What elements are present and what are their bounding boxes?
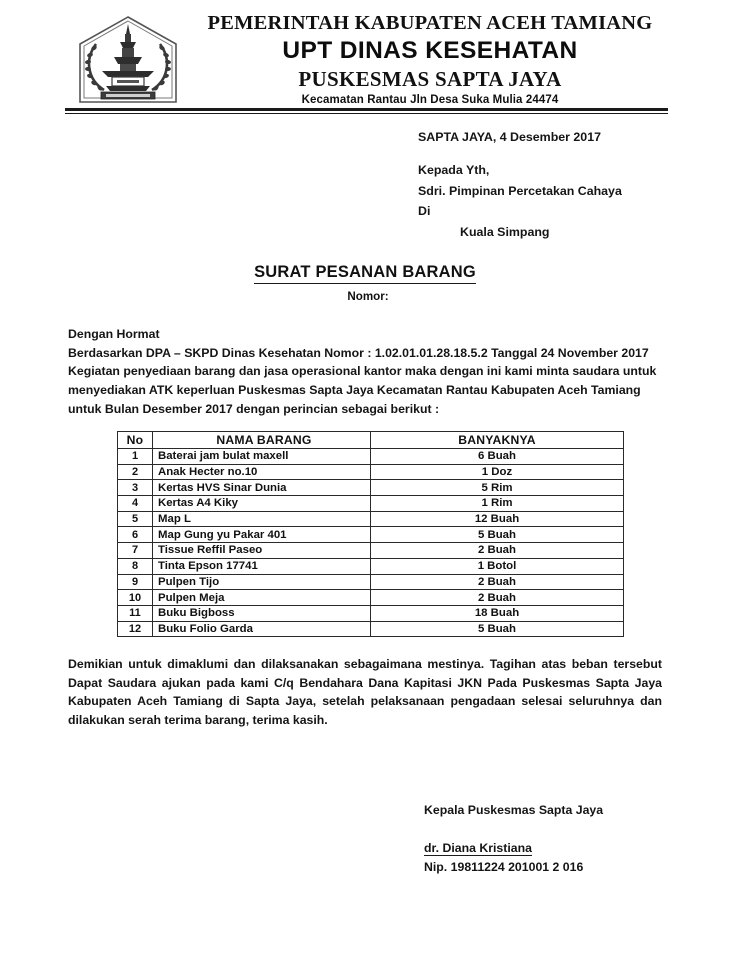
cell-no: 11 <box>118 605 153 621</box>
table-row <box>118 511 624 527</box>
letterhead-text <box>190 12 670 108</box>
recipient-label: Kepada Yth, <box>418 163 490 178</box>
signer-role: Kepala Puskesmas Sapta Jaya <box>424 803 604 817</box>
cell-no: 6 <box>118 527 153 543</box>
column-header-no: No <box>118 432 153 449</box>
table-row <box>118 464 624 480</box>
aceh-tamiang-regency-emblem-icon <box>68 14 188 110</box>
letterhead-line-facility: PUSKESMAS SAPTA JAYA <box>298 66 562 91</box>
cell-quantity: 1 Botol <box>371 558 624 574</box>
letterhead-divider <box>65 108 668 115</box>
recipient-name: Sdri. Pimpinan Percetakan Cahaya <box>418 183 622 198</box>
recipient-at-label: Di <box>418 204 431 219</box>
cell-quantity: 6 Buah <box>371 449 624 465</box>
cell-item-name: Kertas A4 Kiky <box>153 496 371 512</box>
cell-item-name: Pulpen Tijo <box>153 574 371 590</box>
document-number-label: Nomor: <box>347 290 389 303</box>
cell-no: 9 <box>118 574 153 590</box>
cell-no: 5 <box>118 511 153 527</box>
cell-quantity: 2 Buah <box>371 543 624 559</box>
page-title: SURAT PESANAN BARANG <box>254 263 476 284</box>
cell-no: 7 <box>118 543 153 559</box>
title-block <box>0 263 730 303</box>
cell-no: 4 <box>118 496 153 512</box>
cell-quantity: 5 Buah <box>371 621 624 637</box>
table-row <box>118 605 624 621</box>
order-items-table <box>117 431 624 637</box>
table-row <box>118 543 624 559</box>
recipient-city: Kuala Simpang <box>460 224 550 239</box>
table-row <box>118 480 624 496</box>
cell-no: 8 <box>118 558 153 574</box>
cell-no: 12 <box>118 621 153 637</box>
column-header-quantity: BANYAKNYA <box>371 432 624 449</box>
letter-date: SAPTA JAYA, 4 Desember 2017 <box>418 130 601 144</box>
cell-item-name: Baterai jam bulat maxell <box>153 449 371 465</box>
cell-quantity: 1 Rim <box>371 496 624 512</box>
salutation: Dengan Hormat <box>68 327 160 341</box>
cell-item-name: Anak Hecter no.10 <box>153 464 371 480</box>
address-block <box>418 131 622 238</box>
cell-item-name: Pulpen Meja <box>153 590 371 606</box>
cell-quantity: 2 Buah <box>371 590 624 606</box>
cell-item-name: Map L <box>153 511 371 527</box>
letter-body-closing: Demikian untuk dimaklumi dan dilaksanakan sebagaimana mestinya. Tagihan atas beban tersebut Dapat Saudara ajukan pada kami C/q Bendahara Dana Kapitasi JKN Pada Puskesmas Sapta Jaya Kabupaten Aceh Tamiang di Sapta Jaya, setelah pelaksanaan pengadaan selesai seluruhnya dan dilakukan serah terima barang, terima kasih. <box>68 657 662 728</box>
cell-item-name: Buku Bigboss <box>153 605 371 621</box>
letterhead <box>0 12 730 107</box>
table-row <box>118 527 624 543</box>
cell-item-name: Tinta Epson 17741 <box>153 558 371 574</box>
table-row <box>118 558 624 574</box>
column-header-item-name: NAMA BARANG <box>153 432 371 449</box>
cell-item-name: Tissue Reffil Paseo <box>153 543 371 559</box>
cell-quantity: 18 Buah <box>371 605 624 621</box>
letterhead-line-department: UPT DINAS KESEHATAN <box>282 36 578 64</box>
cell-no: 3 <box>118 480 153 496</box>
table-row <box>118 449 624 465</box>
table-body <box>118 449 624 637</box>
cell-item-name: Map Gung yu Pakar 401 <box>153 527 371 543</box>
cell-no: 2 <box>118 464 153 480</box>
letterhead-line-address: Kecamatan Rantau Jln Desa Suka Mulia 24474 <box>301 94 559 107</box>
table-row <box>118 590 624 606</box>
letterhead-line-government: PEMERINTAH KABUPATEN ACEH TAMIANG <box>207 12 653 34</box>
letter-body-opening <box>68 325 662 418</box>
table-row <box>118 574 624 590</box>
paragraph-intro: Berdasarkan DPA – SKPD Dinas Kesehatan Nomor : 1.02.01.01.28.18.5.2 Tanggal 24 November 2017 Kegiatan penyediaan barang dan jasa operasional kantor maka dengan ini kami minta saudara untuk menyediakan ATK keperluan Puskesmas Sapta Jaya Kecamatan Rantau Kabupaten Aceh Tamiang untuk Bulan Desember 2017 dengan perincian sebagai berikut : <box>68 345 657 416</box>
table-head <box>118 432 624 449</box>
cell-quantity: 2 Buah <box>371 574 624 590</box>
cell-item-name: Buku Folio Garda <box>153 621 371 637</box>
cell-no: 10 <box>118 590 153 606</box>
signature-block <box>424 803 604 874</box>
table-row <box>118 621 624 637</box>
table-row <box>118 496 624 512</box>
cell-no: 1 <box>118 449 153 465</box>
cell-item-name: Kertas HVS Sinar Dunia <box>153 480 371 496</box>
cell-quantity: 5 Buah <box>371 527 624 543</box>
signer-nip: Nip. 19811224 201001 2 016 <box>424 860 584 874</box>
cell-quantity: 12 Buah <box>371 511 624 527</box>
table-header-row <box>118 432 624 449</box>
cell-quantity: 1 Doz <box>371 464 624 480</box>
signer-name: dr. Diana Kristiana <box>424 841 532 855</box>
cell-quantity: 5 Rim <box>371 480 624 496</box>
